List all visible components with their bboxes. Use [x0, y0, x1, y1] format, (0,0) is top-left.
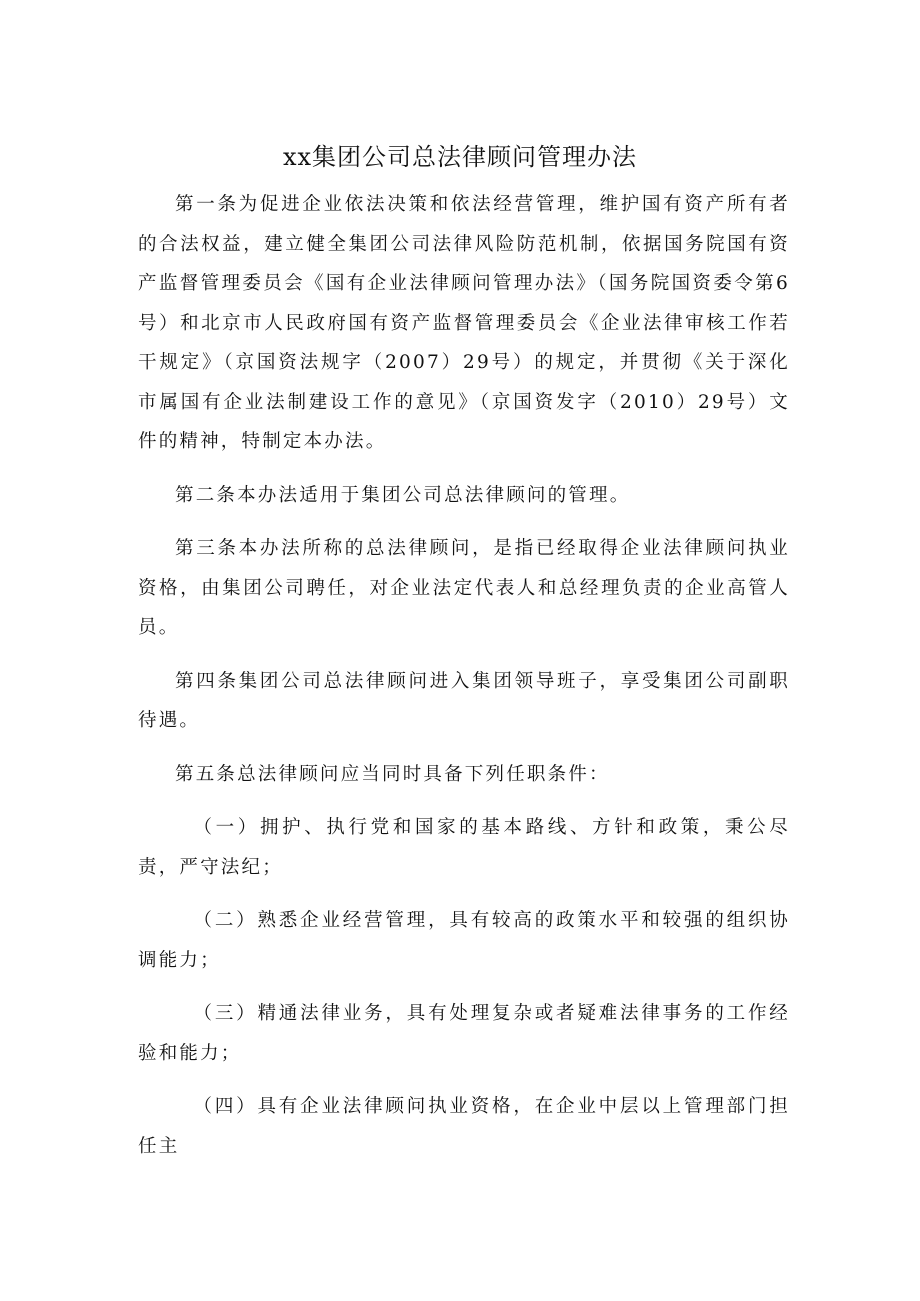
condition-item-4: （四）具有企业法律顾问执业资格，在企业中层以上管理部门担任主 [138, 1096, 790, 1157]
article-3-paragraph: 第三条本办法所称的总法律顾问，是指已经取得企业法律顾问执业资格，由集团公司聘任，对企业法定代表人和总经理负责的企业高管人员。 [138, 538, 790, 638]
condition-item-2: （二）熟悉企业经营管理，具有较高的政策水平和较强的组织协调能力； [138, 910, 790, 971]
document-body [138, 185, 790, 1180]
document-title: xx集团公司总法律顾问管理办法 [282, 143, 638, 171]
article-4-paragraph: 第四条集团公司总法律顾问进入集团领导班子，享受集团公司副职待遇。 [138, 670, 790, 731]
article-2-paragraph: 第二条本办法适用于集团公司总法律顾问的管理。 [175, 484, 631, 506]
condition-item-1: （一）拥护、执行党和国家的基本路线、方针和政策，秉公尽责，严守法纪； [138, 817, 790, 878]
condition-item-3: （三）精通法律业务，具有处理复杂或者疑难法律事务的工作经验和能力； [138, 1003, 790, 1064]
article-5-paragraph: 第五条总法律顾问应当同时具备下列任职条件： [175, 763, 610, 785]
article-1-paragraph: 第一条为促进企业依法决策和依法经营管理，维护国有资产所有者的合法权益，建立健全集团公司法律风险防范机制，依据国务院国有资产监督管理委员会《国有企业法律顾问管理办法》（国务院国资委令第6号）和北京市人民政府国有资产监督管理委员会《企业法律审核工作若干规定》（京国资法规字（2007）29号）的规定，并贯彻《关于深化市属国有企业法制建设工作的意见》（京国资发字（2010）29号）文件的精神，特制定本办法。 [138, 194, 790, 452]
